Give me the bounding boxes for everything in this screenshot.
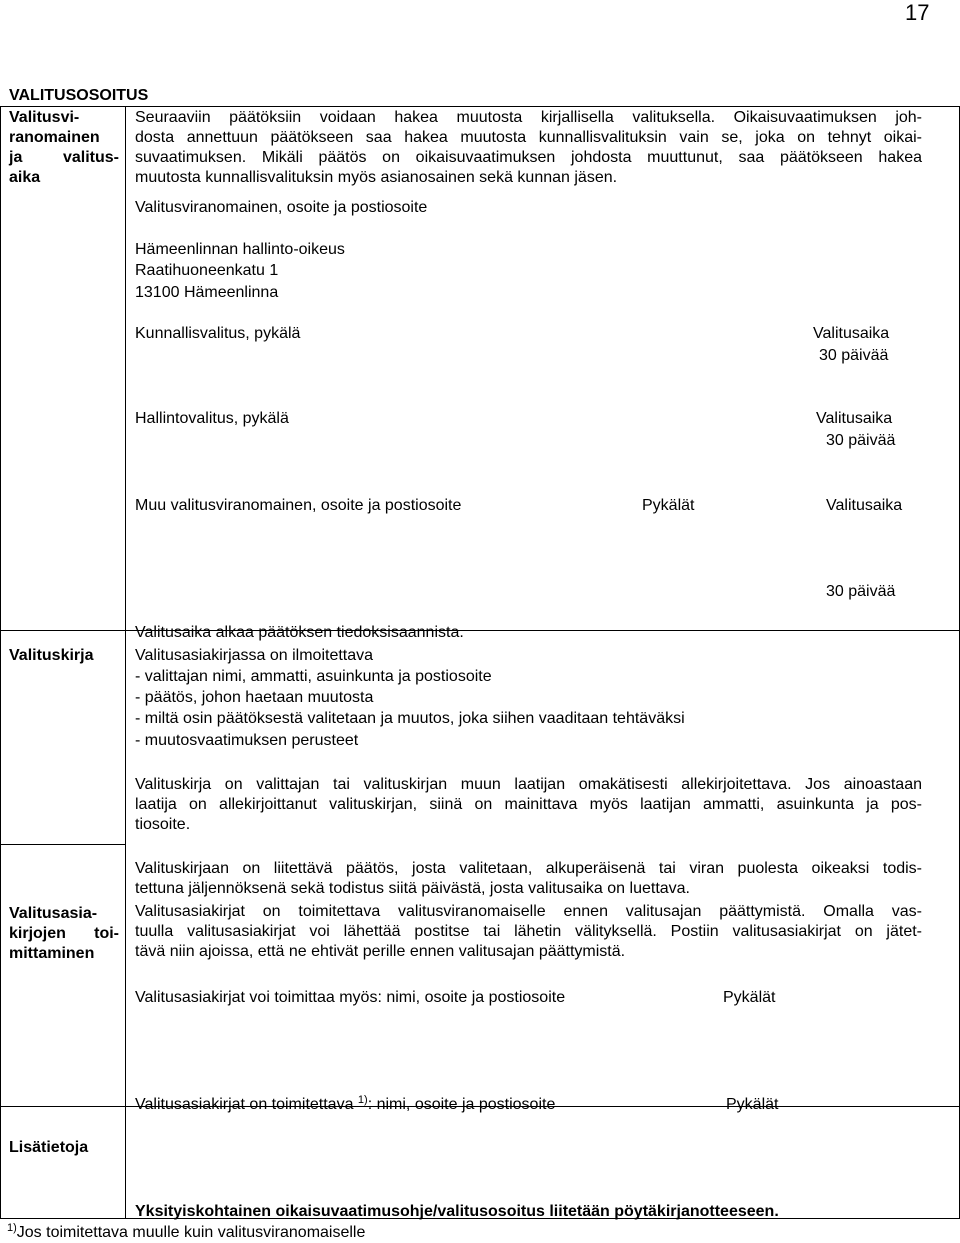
section-label-more-info: Lisätietoja [9, 1139, 89, 1156]
text-line: suvaatimuksen. Mikäli päätös on oikaisuvaatimuksen johdosta muuttunut, saa päätökseen hakea [135, 149, 922, 166]
text-line: tuulla valitusasiakirjat voi lähettää postitse tai lähetin välityksellä. Postiin valitusasiakirjat on jätet- [135, 923, 922, 940]
section-label-delivery [9, 904, 119, 964]
list-item: - miltä osin päätöksestä valitetaan ja muutos, joka siihen vaaditaan tehtäväksi [135, 710, 685, 727]
other-period-value: 30 päivää [826, 583, 896, 600]
authority-street: Raatihuoneenkatu 1 [135, 262, 279, 279]
label-line: Valitusasia- [9, 905, 98, 922]
text-line: tettuna jäljennöksenä sekä todistus siitä päivästä, josta valitusaika on luettava. [135, 880, 690, 897]
delivery-paragraph [135, 902, 922, 962]
must-deliver-text: Valitusasiakirjat on toimitettava [135, 1096, 354, 1113]
text-line: dosta annettuun päätökseen saa hakea muutosta kunnallisvalituksin vain se, joka on tehnyt oikai- [135, 129, 922, 146]
list-heading: Valitusasiakirjassa on ilmoitettava [135, 647, 374, 664]
must-sections-label: Pykälät [726, 1096, 779, 1113]
other-authority-label: Muu valitusviranomainen, osoite ja postiosoite [135, 497, 462, 514]
page-number: 17 [905, 0, 930, 25]
section-label-appeal-letter: Valituskirja [9, 647, 94, 664]
signature-paragraph [135, 775, 922, 835]
authority-heading: Valitusviranomainen, osoite ja postiosoite [135, 199, 428, 216]
section-label-authority [9, 108, 119, 188]
other-sections-label: Pykälät [642, 497, 695, 514]
municipal-appeal-label: Kunnallisvalitus, pykälä [135, 325, 301, 342]
municipal-period-label: Valitusaika [813, 325, 890, 342]
also-deliver-label: Valitusasiakirjat voi toimittaa myös: nimi, osoite ja postiosoite [135, 989, 566, 1006]
also-sections-label: Pykälät [723, 989, 776, 1006]
text-line: laatija on allekirjoittanut valituskirjan, siinä on mainittava myös laatijan ammatti, asuinkunta ja pos- [135, 796, 922, 813]
authority-name: Hämeenlinnan hallinto-oikeus [135, 241, 345, 258]
label-line: ranomainen [9, 129, 100, 146]
text-line: tiosoite. [135, 816, 191, 833]
text-line: Valituskirjaan on liitettävä päätös, josta valitetaan, alkuperäisenä tai viran puolesta oikeaksi todis- [135, 860, 922, 877]
admin-period-value: 30 päivää [826, 432, 896, 449]
list-item: - muutosvaatimuksen perusteet [135, 732, 359, 749]
label-line: aika [9, 169, 41, 186]
label-line: kirjojen toi- [9, 925, 119, 942]
footnote-marker: 1) [357, 1094, 368, 1106]
label-line: mittaminen [9, 945, 95, 962]
intro-paragraph [135, 108, 922, 188]
must-deliver-suffix: : nimi, osoite ja postiosoite [367, 1096, 556, 1113]
list-item: - valittajan nimi, ammatti, asuinkunta ja postiosoite [135, 668, 492, 685]
municipal-period-value: 30 päivää [819, 347, 889, 364]
column-divider [125, 106, 126, 1219]
row-divider-2 [0, 844, 125, 845]
admin-appeal-label: Hallintovalitus, pykälä [135, 410, 289, 427]
footnote [7, 1223, 365, 1243]
text-line: Valitusasiakirjat on toimitettava valitusviranomaiselle ennen valitusajan päättymistä. Omalla vas- [135, 903, 922, 920]
attachment-paragraph [135, 859, 922, 899]
table-left-border [0, 106, 1, 1219]
text-line: tävä niin ajoissa, että ne ehtivät perille ennen valitusajan päättymistä. [135, 943, 626, 960]
more-info-note: Yksityiskohtainen oikaisuvaatimusohje/valitusosoitus liitetään pöytäkirjanotteeseen. [135, 1203, 779, 1220]
text-line: Seuraaviin päätöksiin voidaan hakea muutosta kirjallisella valituksella. Oikaisuvaatimuksen joh- [135, 109, 922, 126]
admin-period-label: Valitusaika [816, 410, 893, 427]
must-deliver-label [135, 1095, 555, 1115]
footnote-marker: 1) [7, 1222, 17, 1234]
table-top-border [0, 106, 960, 107]
other-period-label: Valitusaika [826, 497, 903, 514]
list-item: - päätös, johon haetaan muutosta [135, 689, 374, 706]
label-line: ja valitus- [9, 149, 119, 166]
text-line: muutosta kunnallisvalituksin myös asianosainen sekä kunnan jäsen. [135, 169, 618, 186]
label-line: Valitusvi- [9, 109, 80, 126]
period-start-note: Valitusaika alkaa päätöksen tiedoksisaannista. [135, 624, 464, 641]
page-title: VALITUSOSOITUS [9, 87, 149, 104]
authority-postal: 13100 Hämeenlinna [135, 284, 279, 301]
text-line: Valituskirja on valittajan tai valituskirjan muun laatijan omakätisesti allekirjoitettava. Jos ainoastaan [135, 776, 922, 793]
footnote-text: Jos toimitettava muulle kuin valitusviranomaiselle [16, 1224, 366, 1241]
